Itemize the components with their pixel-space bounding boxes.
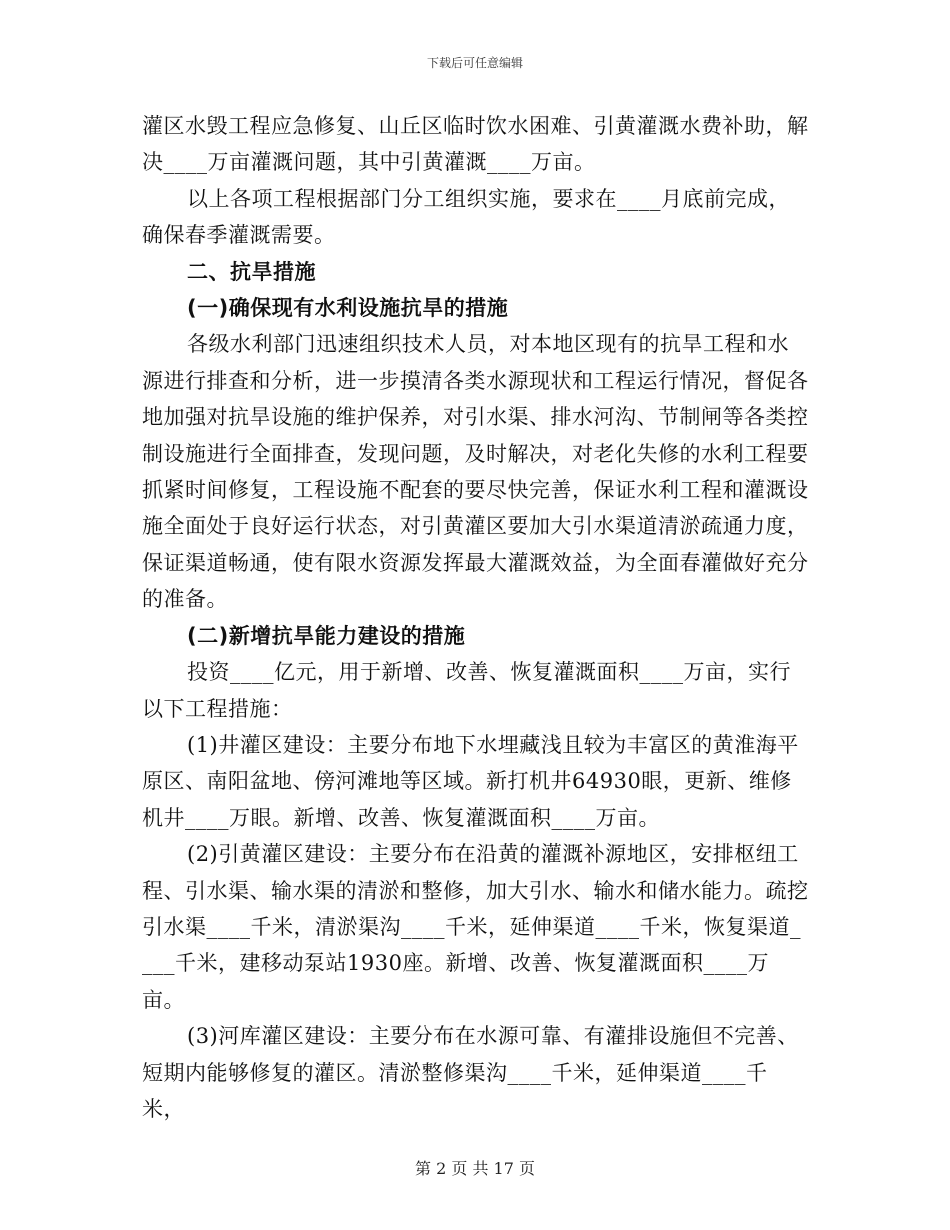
paragraph-reservoir-irrigation: (3)河库灌区建设：主要分布在水源可靠、有灌排设施但不完善、短期内能够修复的灌区。清淤整修渠沟____千米，延伸渠道____千米， bbox=[142, 1024, 799, 1121]
paragraph-investment: 投资____亿元，用于新增、改善、恢复灌溉面积____万亩，实行以下工程措施： bbox=[142, 660, 791, 721]
paragraph-existing-facilities: 各级水利部门迅速组织技术人员，对本地区现有的抗旱工程和水源进行排查和分析，进一步摸清各类水源现状和工程运行情况，督促各地加强对抗旱设施的维护保养，对引水渠、排水河沟、节制闸等各类控制设施进行全面排查，发现问题，及时解决，对老化失修的水利工程要抓紧时间修复，工程设施不配套的要尽快完善，保证水利工程和灌溉设施全面处于良好运行状态，对引黄灌区要加大引水渠道清淤疏通力度，保证渠道畅通，使有限水资源发挥最大灌溉效益，为全面春灌做好充分的准备。 bbox=[142, 332, 809, 612]
paragraph-well-irrigation: (1)井灌区建设：主要分布地下水埋藏浅且较为丰富区的黄淮海平原区、南阳盆地、傍河滩地等区域。新打机井64930眼，更新、维修机井____万眼。新增、改善、恢复灌溉面积____万亩。 bbox=[142, 732, 799, 830]
page-header: 下载后可任意编辑 bbox=[426, 56, 523, 70]
section-heading-drought-measures: 二、抗旱措施 bbox=[187, 259, 316, 284]
subsection-heading-existing-facilities: (一)确保现有水利设施抗旱的措施 bbox=[187, 296, 509, 321]
paragraph-implementation: 以上各项工程根据部门分工组织实施，要求在____月底前完成，确保春季灌溉需要。 bbox=[142, 186, 790, 248]
paragraph-irrigation-repair: 灌区水毁工程应急修复、山丘区临时饮水困难、引黄灌溉水费补助，解决____万亩灌溉问题，其中引黄灌溉____万亩。 bbox=[142, 114, 809, 175]
paragraph-yellow-river-irrigation: (2)引黄灌区建设：主要分布在沿黄的灌溉补源地区，安排枢纽工程、引水渠、输水渠的清淤和整修，加大引水、输水和储水能力。疏挖引水渠____千米，清淤渠沟____千米，延伸渠道____千米，恢复渠道____千米，建移动泵站1930座。新增、改善、恢复灌溉面积____万亩。 bbox=[142, 842, 809, 1012]
page-footer: 第 2 页 共 17 页 bbox=[415, 1159, 535, 1178]
document-body bbox=[142, 108, 810, 1127]
subsection-heading-new-capacity: (二)新增抗旱能力建设的措施 bbox=[187, 623, 466, 648]
